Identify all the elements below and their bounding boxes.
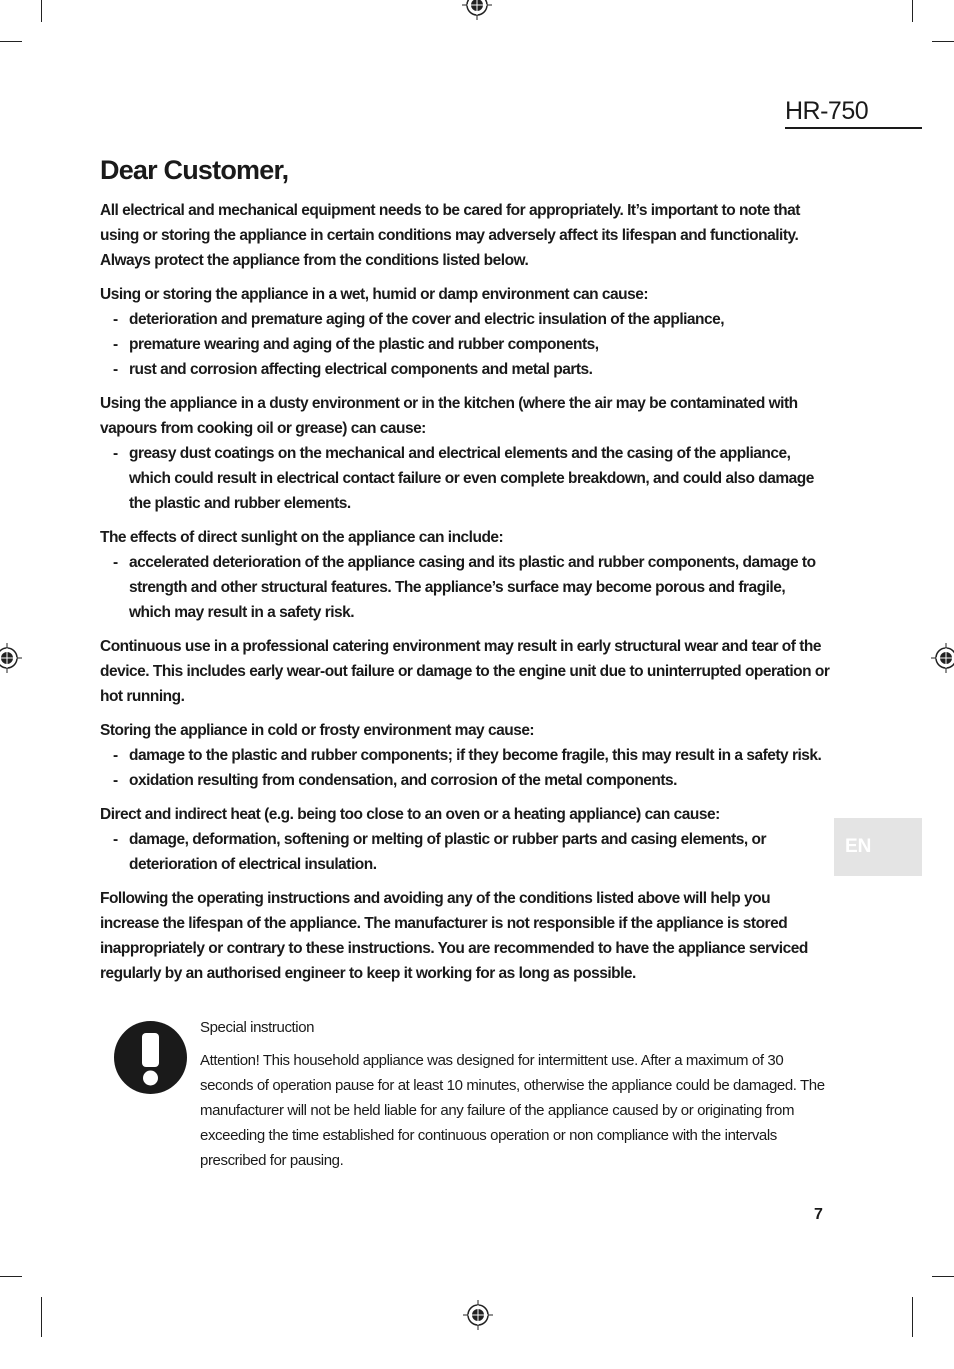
- page-number: 7: [814, 1206, 823, 1223]
- list-item: - greasy dust coatings on the mechanical and electrical elements and the casing of the appliance, which could result in electrical contact failure or even complete breakdown, and could also damage the plastic and rubber elements.: [100, 441, 830, 516]
- list-item: - deterioration and premature aging of the cover and electric insulation of the appliance,: [100, 307, 830, 332]
- list-item: - premature wearing and aging of the plastic and rubber components,: [100, 332, 830, 357]
- section-lead: Using the appliance in a dusty environment or in the kitchen (where the air may be contaminated with vapours from cooking oil or grease) can cause:: [100, 395, 798, 437]
- closing-paragraph: Following the operating instructions and avoiding any of the conditions listed above will help you increase the lifespan of the appliance. The manufacturer is not responsible if the appliance is stored inappropriately or contrary to these instructions. You are recommended to have the appliance serviced regularly by an authorised engineer to keep it working for as long as possible.: [100, 890, 808, 982]
- bullet-list: [100, 743, 830, 793]
- registration-mark-icon: [462, 0, 492, 20]
- registration-mark-icon: [463, 1300, 493, 1330]
- list-item: - damage to the plastic and rubber components; if they become fragile, this may result in a safety risk.: [100, 743, 830, 768]
- crop-mark: [912, 1297, 913, 1337]
- crop-mark: [912, 0, 913, 22]
- letter-body: [100, 150, 830, 995]
- crop-mark: [41, 1297, 42, 1337]
- section-heat: [100, 802, 830, 877]
- section-direct-sunlight: [100, 525, 830, 625]
- section-lead: Using or storing the appliance in a wet, humid or damp environment can cause:: [100, 286, 649, 303]
- list-item: - damage, deformation, softening or melting of plastic or rubber parts and casing elements, or deterioration of electrical insulation.: [100, 827, 830, 877]
- model-number: HR-750: [785, 96, 922, 129]
- section-wet-environment: [100, 282, 830, 382]
- crop-mark: [0, 41, 22, 42]
- crop-mark: [41, 0, 42, 22]
- section-lead: Continuous use in a professional catering environment may result in early structural wear and tear of the device. This includes early wear-out failure or damage to the engine unit due to uninterrupted operation or hot running.: [100, 638, 830, 705]
- bullet-list: [100, 550, 830, 625]
- list-item: - oxidation resulting from condensation, and corrosion of the metal components.: [100, 768, 830, 793]
- page-title: Dear Customer,: [100, 155, 289, 185]
- section-dusty-environment: [100, 391, 830, 516]
- bullet-list: [100, 441, 830, 516]
- section-lead: Direct and indirect heat (e.g. being too close to an oven or a heating appliance) can cause:: [100, 806, 720, 823]
- intro-paragraph: All electrical and mechanical equipment needs to be cared for appropriately. It’s important to note that using or storing the appliance in certain conditions may adversely affect its lifespan and functionality. Always protect the appliance from the conditions listed below.: [100, 202, 800, 269]
- list-item: - rust and corrosion affecting electrical components and metal parts.: [100, 357, 830, 382]
- crop-mark: [932, 1276, 954, 1277]
- section-lead: The effects of direct sunlight on the appliance can include:: [100, 529, 504, 546]
- crop-mark: [0, 1276, 22, 1277]
- exclamation-icon: [114, 1021, 187, 1094]
- section-professional-use: [100, 634, 830, 709]
- special-instruction-heading: Special instruction: [200, 1019, 315, 1036]
- registration-mark-icon: [0, 643, 22, 673]
- special-instruction-text: Attention! This household appliance was designed for intermittent use. After a maximum of 30 seconds of operation pause for at least 10 minutes, otherwise the appliance could be damaged. The manufacturer will not be held liable for any failure of the appliance caused by or originating from exceeding the time established for continuous operation or non compliance with the intervals prescribed for pausing.: [200, 1052, 825, 1169]
- bullet-list: [100, 307, 830, 382]
- section-cold-storage: [100, 718, 830, 793]
- list-item: - accelerated deterioration of the appliance casing and its plastic and rubber components, damage to strength and other structural features. The appliance’s surface may become porous and fragile, which may result in a safety risk.: [100, 550, 830, 625]
- language-tab: EN: [834, 818, 922, 876]
- bullet-list: [100, 827, 830, 877]
- section-lead: Storing the appliance in cold or frosty environment may cause:: [100, 722, 535, 739]
- special-instruction: [200, 1015, 830, 1173]
- registration-mark-icon: [931, 643, 954, 673]
- crop-mark: [932, 41, 954, 42]
